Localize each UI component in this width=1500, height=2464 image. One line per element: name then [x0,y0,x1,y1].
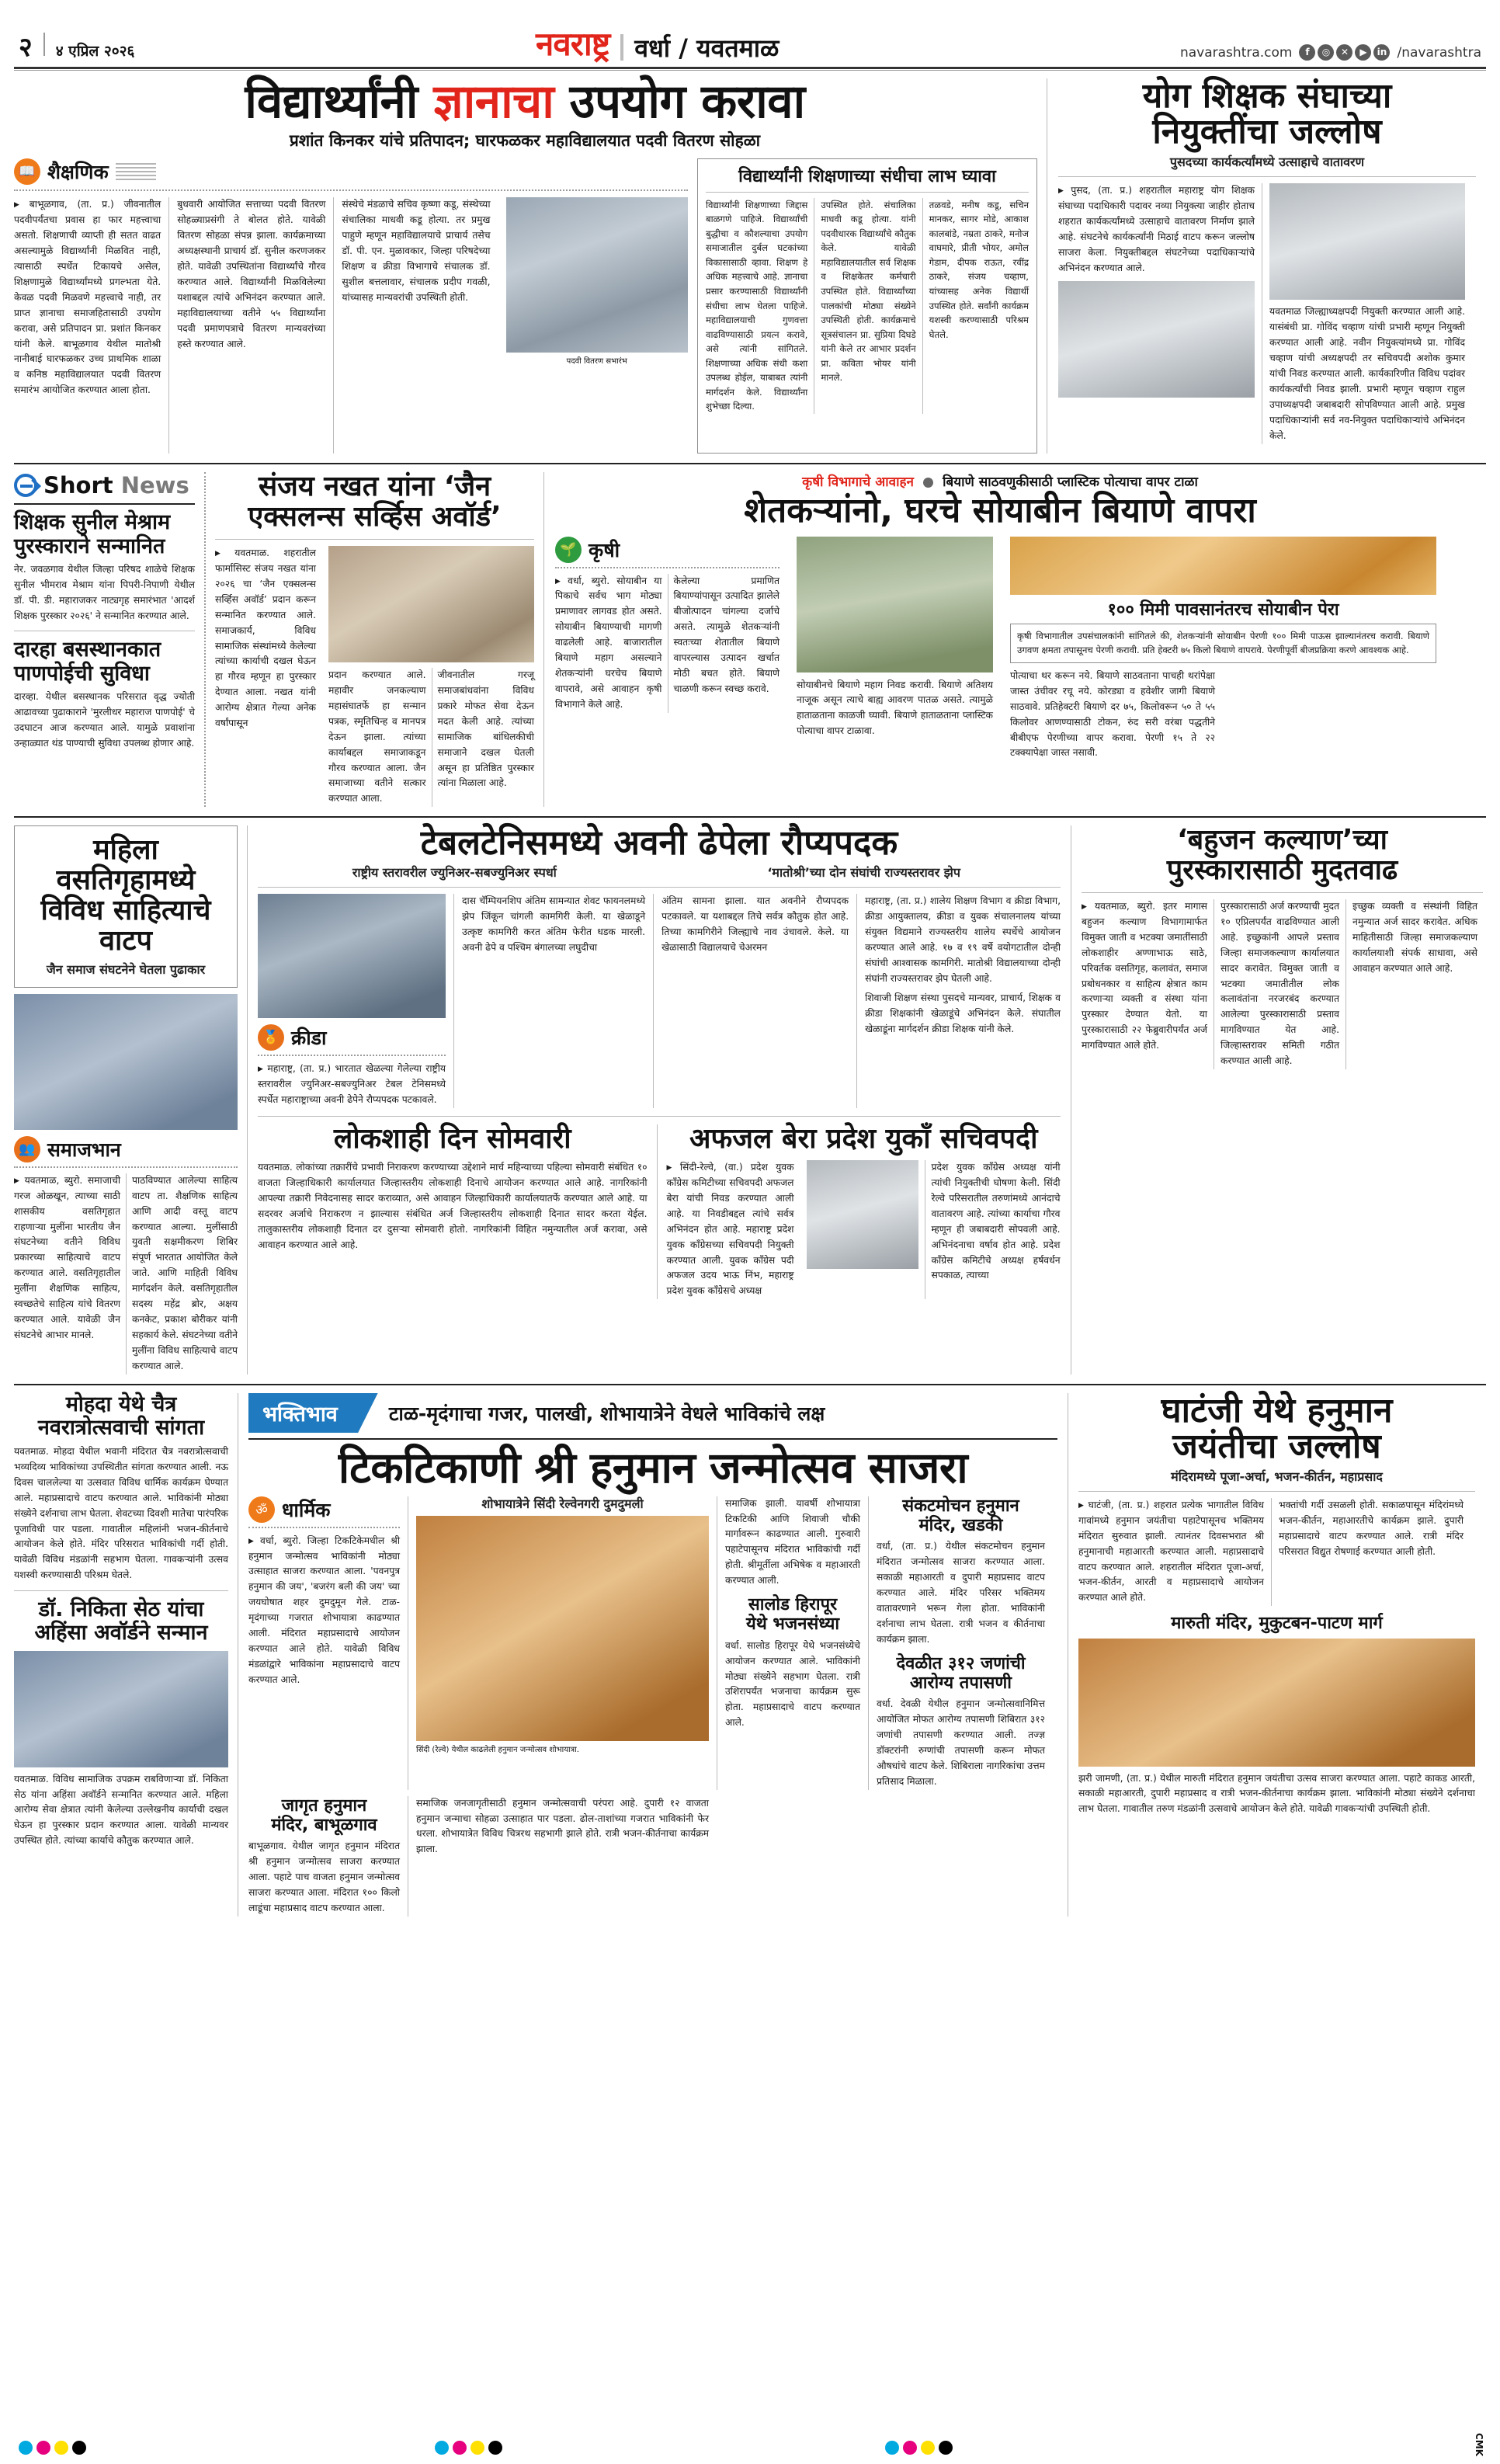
lead-subhead: प्रशांत किनकर यांचे प्रतिपादन; घारफळकर महाविद्यालयात पदवी वितरण सोहळा [289,131,761,151]
short-news-header [14,472,195,499]
lead-sidebar-col-2-text: उपस्थित होते. संचालिका माधवी कडू होत्या. यांनी पदवीधारक विद्यार्थ्यांचे कौतुक केले. यावेळी महाविद्यालयातील सर्व शिक्षक व शिक्षकेतर कर्मचारी उपस्थित होते. विद्यार्थ्यांच्या पालकांची मोठ्या संख्येने उपस्थिती होती. कार्यक्रमाचे सूत्रसंचालन प्रा. सुप्रिया दिघडे यांनी केले तर आभार प्रदर्शन प्रा. कविता भोयर यांनी मानले. [821,199,916,384]
krishi-left-cols [555,574,780,713]
afjal-col-2 [925,1160,1061,1299]
ghatanji-col-1-text: ▶ घाटंजी, (ता. प्र.) शहरात प्रत्येक भागातील विविध गावांमध्ये हनुमान जयंतीचा पहाटेपासूनच भक्तिमय मंदिरात सुरुवात झाली. त्यानंतर दिवसभरात श्री हनुमानाची महाआरती करण्यात आली. महाप्रसादाचे वाटप करण्यात आले. शहरातील मंदिरात पूजा-अर्चा, भजन-कीर्तन, आरती व महाप्रसादाचे आयोजन करण्यात आले होते. [1078,1498,1264,1606]
jain-award-cols [215,546,534,807]
krishi-box-text: कृषी विभागातील उपसंचालकांनी सांगितले की, शेतकऱ्यांनी सोयाबीन पेरणी १०० मिमी पाऊस झाल्यानंतरच करावी. बियाणे उगवण क्षमता तपासूनच पेरणी करावी. प्रति हेक्टरी ७५ किलो बियाणे वापरावे. पेरणीपूर्वी बीजप्रक्रिया करणे आवश्यक आहे. [1017,630,1429,656]
bhaktibhav-col-2-text: समाजिक झाली. यावर्षी शोभायात्रा टिकटिकी आणि शिवाजी चौकी मार्गावरून काढण्यात आली. गुरुवारी पहाटेपासूनच मंदिरात भाविकांची गर्दी होती. श्रीमूर्तीला अभिषेक व महाआरती करण्यात आली. [725,1497,860,1586]
bhaktibhav-sub4-head [877,1496,1045,1536]
section-rule-2 [14,816,1486,818]
masthead-right [1180,44,1481,61]
cmyk-black [488,2441,502,2455]
cmyk-cyan [435,2441,449,2455]
bahujan-col-2 [1214,899,1345,1069]
krishi-col-1 [555,574,668,713]
category-badge-educational [14,158,156,185]
mahila-col-2 [126,1173,238,1374]
cmyk-magenta [903,2441,917,2455]
dharmik-badge-label: धार्मिक [282,1498,331,1521]
bullet-dot-icon [923,478,933,488]
lead-photo-col [498,197,689,454]
print-mark: CMK [1474,2432,1484,2456]
section-rule-1 [14,463,1486,464]
bhaktibhav-photo [416,1516,709,1741]
bhaktibhav-headline: टिकटिकाणी श्री हनुमान जन्मोत्सव साजरा [338,1442,968,1493]
ghatanji-photo [1078,1639,1475,1767]
bahujan-story [1071,825,1483,1374]
jain-award-headline-l1: संजय नखत यांना ‘जैन [258,471,491,503]
bhaktibhav-sub3-head-l1: सालोड हिरापूर [748,1595,838,1615]
mahila-col-2-text: पाठविण्यात आलेल्या साहित्य वाटप ता. शैक्षणिक साहित्य आणि आदी वस्तू वाटप करण्यात आल्या. मुलींसाठी युवती सक्षमीकरण शिबिर संपूर्ण भारतात आयोजित केले जाते. आणि माहिती विविध मार्गदर्शन केले. वसतिगृहातील सदस्य महेंद्र ब्रोर, अक्षय कनकेट, प्रकाश बोरीकर यांनी सहकार्य केले. संघटनेच्या वतीने मुलींना विविध साहित्याचे वाटप करण्यात आले. [132,1174,238,1371]
bhaktibhav-sub3-head-l2: येथे भजनसंध्या [745,1614,840,1635]
cmyk-registration-mid [435,2441,502,2455]
category-badge-label: शैक्षणिक [47,161,109,184]
sports-block [248,825,1071,1374]
lead-col-3-text: संस्थेचे मंडळाचे सचिव कृष्णा कडू, संस्थेच्या संचालिका माधवी कडू होत्या. तर प्रमुख पाहुणे म्हणून महाविद्यालयाचे प्राचार्य तसेच डॉ. पी. एन. मुळावकार, जिल्हा परिषदेच्या शिक्षण व क्रीडा विभागाचे संचालक डॉ. सुशील बत्तलावार, संचालक प्रदीप गवळी, यांच्यासह मान्यवरांची उपस्थिती होती. [342,199,491,303]
lead-sidebar-rule [706,192,1029,193]
yoga-col-2 [1262,183,1465,443]
table-tennis-col-2-text: दास चॅम्पियनशिप अंतिम सामन्यात शेवट फायनलमध्ये झेप जिंकून चांगली कामगिरी केली. या खेळाडूने उत्कृष्ट कामगिरी करत अंतिम फेरीत धडक मारली. अवनी ढेपे व पश्चिम बंगालच्या लघुदीचा [462,895,646,954]
short-news-title-2: News [120,472,189,499]
bhaktibhav-sub2-text: बाभूळगाव. येथील जागृत हनुमान मंदिरात श्री हनुमान जन्मोत्सव साजरा करण्यात आला. पहाटे पाच वाजता हनुमान जन्मोत्सव साजरा करण्यात आला. मंदिरात १०० किलो लाडूंचा महाप्रसाद वाटप करण्यात आला. [248,1840,400,1913]
second-band [14,472,1486,807]
jain-award-col-1-text: ▶ यवतमाळ. शहरातील फार्मासिस्ट संजय नखत यांना २०२६ चा ‘जैन एक्सलन्स सर्व्हिस अवॉर्ड’ प्रदान करून सन्मानित करण्यात आले. समाजकार्य, विविध सामाजिक संस्थांमध्ये केलेल्या त्यांच्या कार्याची दखल घेऊन हा गौरव म्हणून हा पुरस्कार देण्यात आला. नखत यांनी आरोग्य क्षेत्रात गेल्या अनेक वर्षांपासून [215,546,316,732]
table-tennis-col-5-text: शिवाजी शिक्षण संस्था पुसदचे मान्यवर, प्राचार्य, शिक्षक व क्रीडा शिक्षकांनी खेळाडूंचे अभिनंदन केले. संघातील खेळाडूंना मार्गदर्शन क्रीडा शिक्षक यांनी केले. [865,992,1061,1034]
krishi-col-4 [1010,669,1221,761]
afjal-photo [807,1160,918,1269]
sports-bottom-rule [258,1116,1061,1117]
bhaktibhav-col-a [248,1496,408,1790]
cmyk-dots-right [885,2441,953,2455]
lead-col-1-text: ▶ बाभूळगाव, (ता. प्र.) जीवनातील पदवीपर्यंतचा प्रवास हा फार महत्त्वाचा असतो. शिक्षणाची व्याप्ती ही सतत वाढत असल्यामुळे विद्यार्थ्यांनी मिळवित नाही, त्यासाठी स्पर्धेत टिकायचे असेल, शिक्षणामुळे विद्यार्थ्यांमध्ये प्रगल्भता येते. केवळ पदवी मिळवणे महत्त्वाचे नाही, तर प्राप्त ज्ञानाचा समाजहितासाठी उपयोग करावा, असे प्रतिपादन प्रा. प्रशांत किनकर यांनी केले. बाभूळगाव येथील मातोश्री नानीबाई घारफळकर उच्च प्राथमिक शाळा व कनिष्ठ महाविद्यालयात पदवी वितरण समारंभ आयोजित करण्यात आला होता. [14,197,161,398]
jain-award-headline-l2: एक्सलन्स सर्व्हिस अवॉर्ड’ [248,501,502,533]
lead-headline-highlight: ज्ञानाचा [433,75,554,129]
ghatanji-sub2-head: मारुती मंदिर, मुकुटबन-पाटण मार्ग [1171,1614,1383,1634]
ghatanji-subhead: मंदिरामध्ये पूजा-अर्चा, भजन-कीर्तन, महाप्रसाद [1171,1468,1383,1484]
category-badge-krida [258,1024,327,1051]
x-twitter-icon[interactable]: ✕ [1336,44,1352,61]
instagram-icon[interactable]: ◎ [1318,44,1334,61]
ghatanji-col-1 [1078,1498,1271,1606]
trophy-icon: 🏅 [258,1024,284,1051]
masthead-left [19,33,134,61]
bahujan-headline [1082,825,1483,886]
mohada-block [14,1393,238,1917]
mahila-headline [23,836,229,957]
category-badge-dharmik [248,1496,330,1523]
lead-story [14,75,1047,454]
jain-award-col-right [322,546,534,807]
bhaktibhav-rule [248,1438,1057,1440]
cmyk-dots-mid [435,2441,502,2455]
cmyk-yellow [921,2441,935,2455]
nikita-headline-l2: अहिंसा अवॉर्डने सन्मान [34,1621,208,1646]
short-news-item-0-text: नेर. जवळगाव येथील जिल्हा परिषद शाळेचे शिक्षक सुनील भीमराव मेश्राम यांना पिपरी-निपाणी येथील डॉ. पी. डी. महाराजकर नाट्यगृह समारंभात 'आदर्श शिक्षक पुरस्कार २०२६' ने सन्मानित करण्यात आले. [14,563,195,621]
yoga-col-1 [1058,183,1262,443]
sports-col-2 [453,894,653,1108]
yoga-headline [1058,78,1476,150]
masthead [14,11,1486,61]
website-url[interactable]: navarashtra.com [1179,44,1293,61]
edition-name: वर्धा / यवतमाळ [634,33,780,63]
krida-badge-label: क्रीडा [291,1027,327,1050]
mahila-col-1-text: ▶ यवतमाळ, ब्युरो. समाजाची गरज ओळखून, त्याच्या साठी शासकीय वसतिगृहात राहणाऱ्या मुलींना भारतीय जैन संघटनेच्या वतीने विविध प्रकारच्या साहित्याचे वाटप करण्यात आले. वसतिगृहातील मुलींना शैक्षणिक साहित्य, स्वच्छतेचे साहित्य यांचे वितरण करण्यात आले. यावेळी जैन संघटनेचे आभार मानले. [14,1173,120,1343]
short-news-item[interactable] [14,638,195,751]
bhaktibhav-sub4-head-l1: संकटमोचन हनुमान [902,1496,1019,1516]
table-tennis-col-4-text: महाराष्ट्र, (ता. प्र.) शालेय शिक्षण विभाग व क्रीडा विभाग, क्रीडा आयुक्तालय, क्रीडा व युवक संचालनालय यांच्या संयुक्त विद्यमाने राज्यस्तरीय शालेय स्पर्धेचे आयोजन करण्यात आले आहे. १७ व १९ वर्षे वयोगटातील दोन्ही संघांची आश्वासक कामगिरी. मातोश्री विद्यालयाच्या दोन्ही संघांनी राज्यस्तरावर झेप घेतली आहे. [865,895,1061,984]
yoga-col-2-text: यवतमाळ जिल्ह्याध्यक्षपदी नियुक्ती करण्यात आली आहे. यासंबंधी प्रा. गोविंद चव्हाण यांची प्रभारी म्हणून नियुक्ती करण्यात आली आहे. नवीन नियुक्त्यांमध्ये प्रा. गोविंद चव्हाण यांची अध्यक्षपदी तर सचिवपदी अशोक कुमार यांची निवड करण्यात आली. कार्यकारिणीत विविध पदांवर कार्यकर्त्यांची निवड झाली. प्रभारी म्हणून चव्हाण राहुल उपाध्यक्षपदी जबाबदारी सोपविण्यात आली आहे. प्रमुख पदाधिकाऱ्यांनी सर्व नव-नियुक्त पदाधिकाऱ्यांचे अभिनंदन केले. [1269,306,1465,441]
krishi-body [555,537,1445,762]
krishi-photo-2 [1010,537,1436,595]
afjal-headline: अफजल बेरा प्रदेश युकाँ सचिवपदी [689,1123,1038,1156]
badge-underline [14,189,688,191]
bhaktibhav-bottom [248,1796,1057,1917]
bhaktibhav-col-1-text: ▶ वर्धा, ब्युरो. जिल्हा टिकटिकेमधील श्री हनुमान जन्मोत्सव भाविकांनी मोठ्या उत्साहात साजरा करण्यात आला. 'पवनपुत्र हनुमान की जय', 'बजरंग बली की जय' च्या जयघोषात शहर दुमदुमून गेले. टाळ-मृदंगाच्या गजरात शोभायात्रा काढण्यात आली. मंदिरात महाप्रसादाचे आयोजन करण्यात आले होते. यावेळी विविध मंडळांद्वारे भाविकांना महाप्रसादाचे वाटप करण्यात आले. [248,1534,400,1688]
cmyk-dots-left [19,2441,86,2455]
lead-left-block [14,158,697,454]
krishi-col-1-text: ▶ वर्धा, ब्युरो. सोयाबीन या पिकाचे सर्वच भाग मोठ्या प्रमाणावर लागवड होत असते. सोयाबीन बियाण्याची मागणी वाढलेली आहे. बाजारातील बियाणे महाग असल्याने शेतकऱ्यांनी घरचेच बियाणे वापरावे, असे आवाहन कृषी विभागाने केले आहे. [555,574,662,713]
cmyk-cyan [885,2441,899,2455]
jain-award-headline [215,472,534,533]
mohada-headline-l2: नवरात्रोत्सवाची सांगता [37,1415,205,1440]
yoga-cols [1058,183,1476,443]
short-news-item[interactable] [14,511,195,624]
lead-sidebar-col-1 [706,198,814,414]
dharmik-badge-underline [248,1527,400,1528]
lokshahi-story [258,1124,657,1299]
divider [43,33,45,56]
cmyk-magenta [36,2441,50,2455]
jain-award-col-3-text: जीवनातील गरजू समाजबांधवांना विविध प्रकारे मोफत सेवा देऊन मदत केली आहे. त्यांच्या सामाजिक बांधिलकीची समाजाने दखल घेतली असून हा प्रतिष्ठित पुरस्कार त्यांना मिळाला आहे. [437,669,534,789]
mahila-headline-box [14,825,238,988]
lead-sidebar-col-3-text: तळवडे, मनीष कडू, सचिन मानकर, सागर मोडे, आकाश कालबांडे, नम्रता ठाकरे, मनोज वाघमारे, प्रीती भोयर, अमोल गेडाम, दीपक राऊत, रवींद्र ठाकरे, संजय चव्हाण, यांच्यासह अनेक विद्यार्थी उपस्थित होते. सर्वांनी कार्यक्रम यशस्वी करण्यासाठी परिश्रम घेतले. [929,199,1029,340]
book-icon: 📖 [14,158,40,185]
leaf-icon: 🌱 [555,537,582,563]
krishi-kicker-red: कृषी विभागाचे आवाहन [802,474,914,491]
jain-award-story [206,472,543,807]
yoga-subhead: पुसदच्या कार्यकर्त्यांमध्ये उत्साहाचे वातावरण [1169,155,1365,170]
mahila-col-1 [14,1173,126,1374]
mahila-photo [14,994,238,1130]
afjal-cols [667,1160,1061,1299]
logo-divider [620,34,623,61]
table-tennis-subheads [258,865,1061,881]
ghatanji-sub2-text: झरी जामणी, (ता. प्र.) येथील मारुती मंदिरात हनुमान जयंतीचा उत्सव साजरा करण्यात आला. पहाटे काकड आरती, सकाळी महाआरती, दुपारी महाप्रसाद व रात्री भजन-कीर्तनाचा कार्यक्रम झाला. भाविकांनी मोठ्या संख्येने दर्शनाचा लाभ घेतला. गावातील तरुण मंडळांनी उत्सवाचे आयोजन केले होते. यावेळी गावकऱ्यांची उपस्थिती होती. [1078,1772,1475,1815]
bhaktibhav-col-3-text: समाजिक जनजागृतीसाठी हनुमान जन्मोत्सवाची परंपरा आहे. दुपारी १२ वाजता हनुमान जन्माचा सोहळा उत्साहात पार पडला. ढोल-ताशांच्या गजरात भाविकांनी फेर धरला. शोभायात्रेत विविध चित्ररथ सहभागी झाले होते. रात्री भजन-कीर्तनाचा कार्यक्रम झाला. [416,1797,709,1855]
om-icon: ॐ [248,1496,275,1523]
bottom-band [14,1390,1486,1917]
sports-left [258,894,453,1108]
bhaktibhav-col-c [717,1496,868,1790]
bhaktibhav-topline: टाळ-मृदंगाचा गजर, पालखी, शोभायात्रेने वेधले भाविकांचे लक्ष [388,1402,825,1425]
bahujan-col-1-text: ▶ यवतमाळ, ब्युरो. इतर मागास बहुजन कल्याण विभागामार्फत विमुक्त जाती व भटक्या जमातींसाठी लोकशाहीर अण्णाभाऊ साठे, परिवर्तक वसतिगृह, कलावंत, समाज प्रबोधनकार व साहित्य क्षेत्रात काम करणाऱ्या व्यक्ती व संस्था यांना पुरस्कार देण्यात येतो. या पुरस्कारासाठी २२ फेब्रुवारीपर्यंत अर्ज मागविण्यात आले होते. [1082,899,1207,1054]
sports-bottom [258,1124,1061,1299]
bhaktibhav-block [238,1393,1068,1917]
bahujan-col-3-text: इच्छुक व्यक्ती व संस्थांनी विहित नमुन्यात अर्ज सादर करावेत. अधिक माहितीसाठी जिल्हा समाजकल्याण कार्यालयाशी संपर्क साधावा, असे आवाहन करण्यात आले आहे. [1352,901,1477,974]
bahujan-headline-l2: पुरस्कारासाठी मुदतवाढ [1166,854,1398,887]
afjal-col-2-text: प्रदेश युवक काँग्रेस अध्यक्ष यांनी त्यांची नियुक्तीची घोषणा केली. सिंदी रेल्वे परिसरातील तरुणांमध्ये आनंदाचे वातावरण आहे. त्यांच्या कार्याचा गौरव म्हणून ही जबाबदारी सोपवली आहे. अभिनंदनाचा वर्षाव होत आहे. प्रदेश काँग्रेस कमिटीचे अध्यक्ष हर्षवर्धन सपकाळ, त्याच्या [931,1162,1061,1281]
bahujan-cols [1082,899,1483,1069]
mahila-subhead: जैन समाज संघटनेने घेतला पुढाकार [46,961,206,977]
table-tennis-photo [258,894,446,1018]
facebook-icon[interactable]: f [1299,44,1315,61]
cmyk-yellow [470,2441,484,2455]
sports-col-4 [856,894,1061,1108]
lead-headline-part2: उपयोग करावा [554,75,805,129]
krishi-left [555,537,788,762]
lokshahi-text: यवतमाळ. लोकांच्या तक्रारींचे प्रभावी निराकरण करण्याच्या उद्देशाने मार्च महिन्याच्या पहिल्या सोमवारी संबंधित १० वाजता जिल्हाधिकारी कार्यालयात जिल्हास्तरीय लोकशाही दिनाचे आयोजन करण्यात आले आहे. नागरिकांनी आपल्या तक्रारी निवेदनासह सादर कराव्यात, असे आवाहन जिल्हाधिकारी कार्यालयातर्फे करण्यात आले आहे. या सदरवर अर्जाचे निराकरण न झाल्यास संबंधित अर्ज जिल्हास्तरीय लोकशाही दिनात सादर करता येईल. तालुकास्तरीय लोकशाही दिनात दर दुसऱ्या सोमवारी होतो. नागरिकांनी विहित नमुन्यातील अर्ज करावा, असे आवाहन करण्यात आले आहे. [258,1162,648,1250]
bhaktibhav-photo-caption: सिंदी (रेल्वे) येथील काढलेली हनुमान जन्मोत्सव शोभायात्रा. [416,1745,579,1754]
table-tennis-sub-left: राष्ट्रीय स्तरावरील ज्युनिअर-सबज्युनिअर स्पर्धा [352,865,557,881]
bhaktibhav-sub-photo: शोभायात्रेने सिंदी रेल्वेनगरी दुमदुमली [481,1496,644,1511]
mahila-headline-l2: विविध साहित्याचे वाटप [40,895,211,957]
lead-photo [506,197,689,353]
bhaktibhav-photo-col [408,1496,717,1790]
arrow-circle-icon [14,474,37,497]
short-news-block [14,472,204,807]
krishi-col-3-text: सोयाबीनचे बियाणे महाग निवड करावी. बियाणे अतिशय नाजूक असून त्याचे बाह्य आवरण पातळ असते. त्यामुळे हाताळताना काळजी घ्यावी. बियाणे हाताळताना प्लास्टिक पोत्याचा वापर टाळावा. [797,679,993,737]
jain-award-photo [328,546,534,662]
short-news-item-0-head [14,511,195,558]
bhaktibhav-sub2-head-l2: मंदिर, बाभूळगाव [271,1815,377,1835]
ghatanji-col-2-text: भक्तांची गर्दी उसळली होती. सकाळपासून मंदिरांमध्ये भजन-कीर्तन, महाआरतीचे कार्यक्रम झाले. दुपारी महाप्रसादाचे वाटप करण्यात आले. रात्री मंदिर परिसरात विद्युत रोषणाई करण्यात आली होती. [1279,1499,1464,1557]
bhaktibhav-sub4-head-l2: मंदिर, खडकी [918,1515,1003,1535]
jain-award-subcols [328,668,534,807]
lead-columns [14,197,688,454]
bhaktibhav-sub4-text: वर्धा, (ता. प्र.) येथील संकटमोचन हनुमान मंदिरात जन्मोत्सव साजरा करण्यात आला. सकाळी महाआरती व दुपारी महाप्रसाद वाटप करण्यात आले. मंदिर परिसर भक्तिमय वातावरणाने भरून गेला होता. भाविकांनी दर्शनाचा लाभ घेतला. रात्री भजन व कीर्तनाचा कार्यक्रम झाला. [877,1541,1045,1645]
masthead-center [134,25,1180,63]
bhaktibhav-sub3-head [725,1595,860,1635]
linkedin-icon[interactable]: in [1373,44,1390,61]
krishi-badge-underline [555,567,780,568]
lead-headline-part1: विद्यार्थ्यांनी [245,75,434,129]
ghatanji-headline [1078,1390,1475,1466]
category-badge-samajbhan [14,1136,121,1162]
afjal-photo-col [800,1160,925,1299]
mohada-divider [14,1590,228,1591]
ghatanji-headline-l1: घाटंजी येथे हनुमान [1161,1390,1393,1430]
bahujan-col-3 [1345,899,1477,1069]
bhaktibhav-sub2-head [248,1796,400,1836]
krishi-photo [797,537,993,672]
lead-sidebar-kicker: विद्यार्थ्यांनी शिक्षणाच्या संधीचा लाभ घ्यावा [738,167,996,187]
krishi-col-2-text: केलेल्या प्रमाणित बियाण्यांपासून उत्पादित झालेले बीजोत्पादन चांगल्या दर्जाचे असते. त्यामुळे शेतकऱ्यांनी स्वतःच्या शेतातील बियाणे वापरल्यास उत्पादन खर्चात मोठी बचत होते. बियाणे चाळणी करून स्वच्छ करावे. [673,575,780,694]
cmyk-cyan [19,2441,33,2455]
short-news-item-1-head-l1: दारहा बसस्थानकात [14,638,161,662]
bhaktibhav-col-d [868,1496,1045,1790]
youtube-icon[interactable]: ▶ [1355,44,1371,61]
cmyk-registration-right [885,2441,953,2455]
krishi-box [1010,624,1436,663]
mahila-badge-label: समाजभान [47,1138,121,1161]
short-news-item-0-head-l2: पुरस्काराने सन्मानित [14,533,165,558]
yoga-headline-line2: नियुक्तींचा जल्लोष [1152,112,1382,152]
cmyk-black [939,2441,953,2455]
social-handle: /navarashtra [1397,44,1481,61]
krishi-headline: शेतकऱ्यांनो, घरचे सोयाबीन बियाणे वापरा [744,491,1256,531]
jain-award-col-2 [328,668,432,807]
bahujan-col-2-text: पुरस्कारासाठी अर्ज करण्याची मुदत १० एप्रिलपर्यंत वाढविण्यात आली आहे. इच्छुकांनी आपले प्रस्ताव जिल्हा समाजकल्याण कार्यालयात सादर करावेत. विमुक्त जाती व भटक्या जमातीतील लोक कलावंतांना नरजरबंद करण्यात आलेल्या पुरस्कारासाठी प्रस्ताव मागविण्यात येत आहे. जिल्हास्तरावर समिती गठीत करण्यात आली आहे. [1220,901,1339,1067]
sports-cols [258,894,1061,1108]
mahila-headline-l1: महिला वसतिगृहामध्ये [56,834,196,897]
table-tennis-rule [258,887,1061,888]
krishi-badge-label: कृषी [589,538,620,561]
krishi-box-title: १०० मिमी पावसानंतरच सोयाबीन पेरा [1107,599,1339,620]
lead-col-3 [333,197,498,454]
bhaktibhav-sub2-head-l1: जागृत हनुमान [281,1795,367,1816]
ghatanji-story [1068,1390,1475,1917]
yoga-headline-line1: योग शिक्षक संघाच्या [1142,76,1392,116]
nikita-headline [14,1598,228,1645]
mahila-badge-underline [14,1166,238,1168]
lead-sidebar-col-2 [814,198,922,414]
ghatanji-cols [1078,1498,1475,1606]
lead-body-wrap [14,158,1036,454]
table-tennis-col-3-text: अंतिम सामना झाला. यात अवनीने रौप्यपदक पटकावले. या यशाबद्दल तिचे सर्वत्र कौतुक होत आहे. तिच्या कामगिरीने जिल्ह्याचे नाव उंचावले. केले. या खेळासाठी विद्यालयाचे चेअरमन [661,895,849,954]
page-number: २ [19,32,33,63]
cmyk-yellow [54,2441,68,2455]
yoga-col-1-text: ▶ पुसद, (ता. प्र.) शहरातील महाराष्ट्र योग शिक्षक संघाच्या पदाधिकारी पदावर नव्या नियुक्त्या जाहीर होताच शहरात कार्यकर्त्यांमध्ये उत्साहाचे वातावरण निर्माण झाले आहे. संघटनेचे कार्यकर्त्यांनी मिठाई वाटप करून जल्लोष साजरा केला. नियुक्तीबद्दल संघटनेच्या पदाधिकाऱ्यांचे अभिनंदन करण्यात आले. [1058,183,1255,276]
table-tennis-col-1-text: ▶ महाराष्ट्र, (ता. प्र.) भारतात खेळल्या गेलेल्या राष्ट्रीय स्तरावरील ज्युनिअर-सबज्युनिअर टेबल टेनिसमध्ये स्पर्धेत महाराष्ट्राच्या अवनी ढेपेने रौप्यपदक पटकावले. [258,1062,446,1108]
short-news-item-1-head-l2: पाणपोईची सुविधा [14,661,150,686]
ghatanji-col-2 [1271,1498,1464,1606]
krishi-kicker-line [555,472,1445,490]
mohada-headline-l1: मोहदा येथे चैत्र [65,1392,177,1416]
bahujan-headline-l1: ‘बहुजन कल्याण’च्या [1176,824,1388,857]
masthead-rule [14,67,1486,69]
lead-col-2 [168,197,333,454]
sports-col-3 [653,894,856,1108]
lead-photo-caption: पदवी वितरण सभारंभ [566,357,627,367]
cmyk-registration [19,2441,86,2455]
krishi-photo-col [788,537,1002,762]
newspaper-logo: नवराष्ट्र [536,25,610,63]
yoga-photo-2 [1269,183,1465,300]
krishi-col-2 [668,574,780,713]
people-icon: 👥 [14,1136,40,1162]
mohada-headline [14,1393,228,1440]
krida-badge-underline [258,1055,446,1056]
afjal-col-1 [667,1160,800,1299]
cmyk-magenta [453,2441,467,2455]
mohada-text: यवतमाळ. मोहदा येथील भवानी मंदिरात चैत्र नवरात्रोत्सवाची भव्यदिव्य भाविकांच्या उपस्थितीत सांगता करण्यात आली. नऊ दिवस चाललेल्या या उत्सवात विविध धार्मिक कार्यक्रम घेण्यात आले. महाप्रसादाचे वाटप करण्यात आले. भाविकांनी मोठ्या संख्येने दर्शनाचा लाभ घेतला. शेवटच्या दिवशी मातेचा पारंपरिक पूजाविधी पार पडला. गावातील महिलांनी भजन-कीर्तनाचे आयोजन केले होते. मंदिर परिसरात भाविकांची गर्दी होती. यावेळी विविध मंडळांनी सहभाग घेतला. गावकऱ्यांनी उत्सव यशस्वी करण्यासाठी परिश्रम घेतले. [14,1446,228,1581]
nikita-headline-l1: डॉ. निकिता सेठ यांचा [38,1597,204,1622]
badge-lines-decor [116,161,156,182]
bhaktibhav-tag: भक्तिभाव [248,1393,358,1433]
krishi-right [1002,537,1436,762]
bhaktibhav-sub5-head: देवळीत ३१२ जणांची आरोग्य तपासणी [896,1653,1026,1693]
lead-sidebar-col-1-text: विद्यार्थ्यांनी शिक्षणाच्या जिद्दास बाळगणे पाहिजे. विद्यार्थ्यांची बुद्धीचा व कौशल्याचा उपयोग समाजातील दुर्बल घटकांच्या विकासासाठी व्हावा. शिक्षण हे अधिक महत्त्वाचे आहे. ज्ञानाचा प्रसार करण्यासाठी विद्यार्थ्यांनी संधीचा लाभ घेतला पाहिजे. महाविद्यालयाची गुणवत्ता वाढविण्यासाठी प्रयत्न करावे, असे त्यांनी सांगितले. शिक्षणाच्या अधिक संधी कशा उपलब्ध होईल, याबाबत त्यांनी मार्गदर्शन केले. विद्यार्थ्यांना शुभेच्छा दिल्या. [706,199,808,412]
publication-date: ४ एप्रिल २०२६ [55,43,135,60]
short-news-title [43,472,189,499]
lead-sidebar-cols [706,198,1029,414]
yoga-photo [1058,281,1255,398]
jain-award-col-1 [215,546,322,807]
lead-sidebar-col-3 [922,198,1029,414]
bahujan-rule [1082,892,1483,893]
krishi-col-4-text: पोत्याचा थर करून नये. बियाणे साठवताना पाचही थरांपेक्षा जास्त उंचीवर रचू नये. कोरड्या व हवेशीर जागी बियाणे साठवावे. प्रतिहेक्टरी बियाणे दर ७५, किलोवरून ५० ते ५५ किलोवर आणण्यासाठी टोकन, रुंद सरी वरंबा पद्धतीने बीबीएफ पेरणीच्या वापर करावा. पेरणी १५ ते २२ टक्क्यापेक्षा जास्त नसावी. [1010,669,1215,759]
krishi-kicker-rest: बियाणे साठवणुकीसाठी प्लास्टिक पोत्याचा वापर टाळा [943,474,1198,491]
bhaktibhav-tag-row [248,1393,1057,1434]
ghatanji-headline-l2: जयंतीचा जल्लोष [1172,1426,1381,1466]
nikita-text: यवतमाळ. विविध सामाजिक उपक्रम राबविणाऱ्या डॉ. निकिता सेठ यांना अहिंसा अवॉर्डने सन्मानित करण्यात आले. महिला आरोग्य सेवा क्षेत्रात त्यांनी केलेल्या उल्लेखनीय कार्याची दखल घेऊन हा पुरस्कार प्रदान करण्यात आला. यावेळी मान्यवर उपस्थित होते. त्यांच्या कार्याचे कौतुक करण्यात आले. [14,1773,228,1847]
cmyk-black [72,2441,86,2455]
krishi-right-cols [1010,669,1436,761]
afjal-col-1-text: ▶ सिंदी-रेल्वे, (वा.) प्रदेश युवक काँग्रेस कमिटीच्या सचिवपदी अफजल बेरा यांची निवड करण्यात आली आहे. या निवडीबद्दल त्यांचे सर्वत्र अभिनंदन होत आहे. महाराष्ट्र प्रदेश युवक काँग्रेसच्या सचिवपदी नियुक्ती करण्यात आली. युवक काँग्रेस पदी अफजल उदय भाऊ निंभ, महाराष्ट्र प्रदेश युवक काँग्रेसचे अध्यक्ष [667,1160,794,1299]
lead-col-2-text: बुधवारी आयोजित सत्ताच्या पदवी वितरण सोहळ्याप्रसंगी ते बोलत होते. यावेळी वितरण सोहळा संपन्न झाला. कार्यक्रमाच्या अध्यक्षस्थानी प्राचार्य डॉ. सुनील करणजकर होते. यावेळी उपस्थितांना विद्यार्थ्यांचे गौरव करण्यात आले. विद्यार्थ्यांनी मिळविलेल्या यशाबद्दल त्यांचे अभिनंदन करण्यात आले. महाविद्यालयाच्या वतीने ५५ विद्यार्थ्यांना पदवी प्रमाणपत्राचे वितरण मान्यवरांच्या हस्ते करण्यात आले. [177,199,326,349]
mahila-cols [14,1173,238,1374]
social-icon-group [1299,44,1390,61]
afjal-story [657,1124,1061,1299]
lokshahi-headline: लोकशाही दिन सोमवारी [333,1123,571,1156]
short-news-item-0-head-l1: शिक्षक सुनील मेश्राम [14,510,171,535]
krishi-story [544,472,1445,807]
table-tennis-sub-right: ‘मातोश्री’च्या दोन संघांची राज्यस्तरावर झेप [767,865,960,881]
top-band [14,75,1486,454]
bhaktibhav-sub3-text: वर्धा. सालोड हिरापूर येथे भजनसंध्येचे आयोजन करण्यात आले. भाविकांनी मोठ्या संख्येने सहभाग घेतला. रात्री उशिरापर्यंत भजनाचा कार्यक्रम सुरू होता. महाप्रसादाचे वाटप करण्यात आले. [725,1639,860,1729]
jain-award-rule [215,539,534,540]
bhaktibhav-sub5-text: वर्धा. देवळी येथील हनुमान जन्मोत्सवानिमित्त आयोजित मोफत आरोग्य तपासणी शिबिरात ३१२ जणांची तपासणी करण्यात आली. तज्ज्ञ डॉक्टरांनी रुग्णांची तपासणी करून मोफत औषधांचे वाटप केले. शिबिराला नागरिकांचा उत्तम प्रतिसाद मिळाला. [877,1698,1045,1787]
bhaktibhav-col3-block [408,1796,717,1917]
short-news-item-1-text: दारव्हा. येथील बसस्थानक परिसरात वृद्ध ज्योती आढावच्या पुढाकाराने 'मुरलीधर महाराज पाणपोई' चे उदघाटन आज करण्यात आले. यामुळे प्रवाशांना उन्हाळ्यात थंड पाण्याची सुविधा उपलब्ध होणार आहे. [14,690,195,749]
short-news-rule [14,503,195,505]
tag-skew-decor [358,1393,378,1434]
short-news-item-1-head [14,638,195,685]
bhaktibhav-sub2-block [248,1796,408,1917]
mahila-story [14,825,247,1374]
lead-sidebar [697,158,1037,454]
category-badge-krishi [555,537,620,563]
jain-award-col-2-text: प्रदान करण्यात आले. महावीर जनकल्याण महासंघातर्फे हा सन्मान पत्रक, स्मृतिचिन्ह व मानपत्र देऊन झाला. त्यांच्या कार्याबद्दल समाजाकडून गौरव करण्यात आला. जैन समाजाच्या वतीने सत्कार करण्यात आला. [328,669,426,805]
bhaktibhav-body [248,1496,1057,1790]
third-band [14,825,1486,1374]
ghatanji-rule [1078,1491,1475,1492]
short-news-title-1: Short [43,472,113,499]
section-rule-3 [14,1384,1486,1385]
yoga-rule [1058,176,1476,177]
jain-award-col-3 [432,668,535,807]
bahujan-col-1 [1082,899,1214,1069]
yoga-story [1047,78,1476,454]
lead-headline [14,75,1036,129]
nikita-photo [14,1651,228,1767]
lead-col-1 [14,197,168,454]
masthead-rule-thin [14,70,1486,71]
table-tennis-headline: टेबलटेनिसमध्ये अवनी ढेपेला रौप्यपदक [420,823,898,864]
